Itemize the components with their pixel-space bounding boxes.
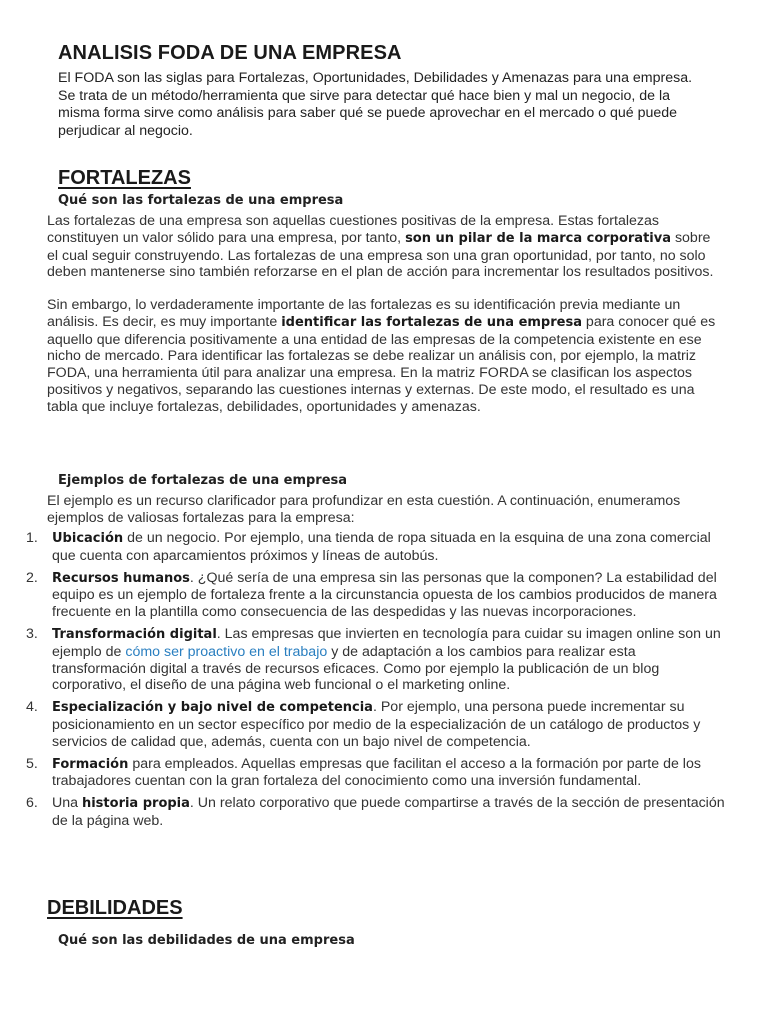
item-text: . Un relato corporativo que puede compartirse a través de la sección de presentación de la página web. [52,795,725,829]
subheading-que-son-fortalezas: Qué son las fortalezas de una empresa [58,193,344,208]
examples-intro-paragraph: El ejemplo es un recurso clarificador para profundizar en esta cuestión. A continuación, enumeramos ejemplos de valiosas fortalezas para la empresa: [47,493,681,526]
proactivo-trabajo-link[interactable]: cómo ser proactivo en el trabajo [125,643,328,660]
paragraph-emphasis: son un pilar de la marca corporativa [405,230,671,246]
paragraph-text: sobre el cual seguir construyendo. Las fortalezas de una empresa son una gran oportunidad, por tanto, no solo deben mantenerse sino también reforzarse en el plan de acción para incrementar los resultados positivos. [47,229,714,281]
list-number: 2. [26,569,38,586]
list-item-historia-propia [26,795,726,830]
list-item-especializacion [26,699,726,750]
item-text: Una [52,795,82,812]
item-text: . Por ejemplo, una persona puede incrementar su posicionamiento en un sector específico por medio de la especialización de un catálogo de productos y servicios de calidad que, además, cuenta con un bajo nivel de competencia. [52,699,701,750]
section-heading-fortalezas: FORTALEZAS [58,167,191,189]
subheading-ejemplos-fortalezas: Ejemplos de fortalezas de una empresa [58,473,348,488]
document-title: ANALISIS FODA DE UNA EMPRESA [58,42,402,64]
intro-paragraph: El FODA son las siglas para Fortalezas, Oportunidades, Debilidades y Amenazas para una empresa. Se trata de un método/herramienta que sirve para detectar qué hace bien y mal un negocio, de la misma forma sirve como análisis para saber qué se puede aprovechar en el mercado o qué puede perjudicar al negocio. [58,70,693,139]
item-term: Especialización y bajo nivel de competencia [52,700,373,716]
item-text: . Las empresas que invierten en tecnología para cuidar su imagen online son un ejemplo de [52,625,721,660]
item-text: . ¿Qué sería de una empresa sin las personas que la componen? La estabilidad del equipo es un ejemplo de fortaleza frente a la circunstancia opuesta de los cambios producidos de manera frecuente en la plantilla como consecuencia de las despedidas y las nuevas incorporaciones. [52,569,717,621]
list-number: 5. [26,755,38,772]
list-item-formacion [26,756,726,791]
list-item-ubicacion [26,530,726,565]
fortalezas-examples-list [26,530,726,835]
item-term: historia propia [81,796,190,812]
item-text: y de adaptación a los cambios para realizar esta transformación digital a través de recursos eficaces. Como por ejemplo la publicación de un blog corporativo, el diseño de una página web funcional o el marketing online. [52,643,660,694]
list-item-transformacion-digital [26,626,726,694]
item-term: Ubicación [52,531,124,546]
item-term: Transformación digital [52,626,217,642]
paragraph-text: para conocer qué es aquello que diferencia positivamente a una entidad de las empresas de la competencia existente en ese nicho de mercado. Para identificar las fortalezas se debe realizar un análisis con, por ejemplo, la matriz FODA, una herramienta útil para analizar una empresa. En la matriz FORDA se clasifican los aspectos positivos y negativos, separando las cuestiones internas y externas. De este modo, el resultado es una tabla que incluye fortalezas, debilidades, oportunidades y amenazas. [47,313,716,415]
fortalezas-paragraph-1 [47,213,723,281]
paragraph-emphasis: identificar las fortalezas de una empresa [281,314,582,330]
list-number: 1. [26,530,38,546]
item-term: Recursos humanos [52,570,190,586]
section-heading-debilidades: DEBILIDADES [47,897,183,919]
list-number: 4. [26,699,38,716]
fortalezas-paragraph-2 [47,297,725,416]
subheading-que-son-debilidades: Qué son las debilidades de una empresa [58,933,355,948]
paragraph-text: Sin embargo, lo verdaderamente importante de las fortalezas es su identificación previa mediante un análisis. Es decir, es muy importante [47,297,681,330]
list-item-recursos-humanos [26,570,726,621]
paragraph-text: Las fortalezas de una empresa son aquellas cuestiones positivas de la empresa. Estas fortalezas constituyen un valor sólido para una empresa, por tanto, [47,213,659,246]
item-text: de un negocio. Por ejemplo, una tienda de ropa situada en la esquina de una zona comercial que cuenta con aparcamientos próximos y líneas de autobús. [52,530,711,564]
item-text: para empleados. Aquellas empresas que facilitan el acceso a la formación por parte de los trabajadores cuentan con la gran fortaleza del conocimiento como una inversión fundamental. [52,755,701,790]
list-number: 3. [26,625,38,642]
list-number: 6. [26,795,38,812]
item-term: Formación [52,756,129,772]
